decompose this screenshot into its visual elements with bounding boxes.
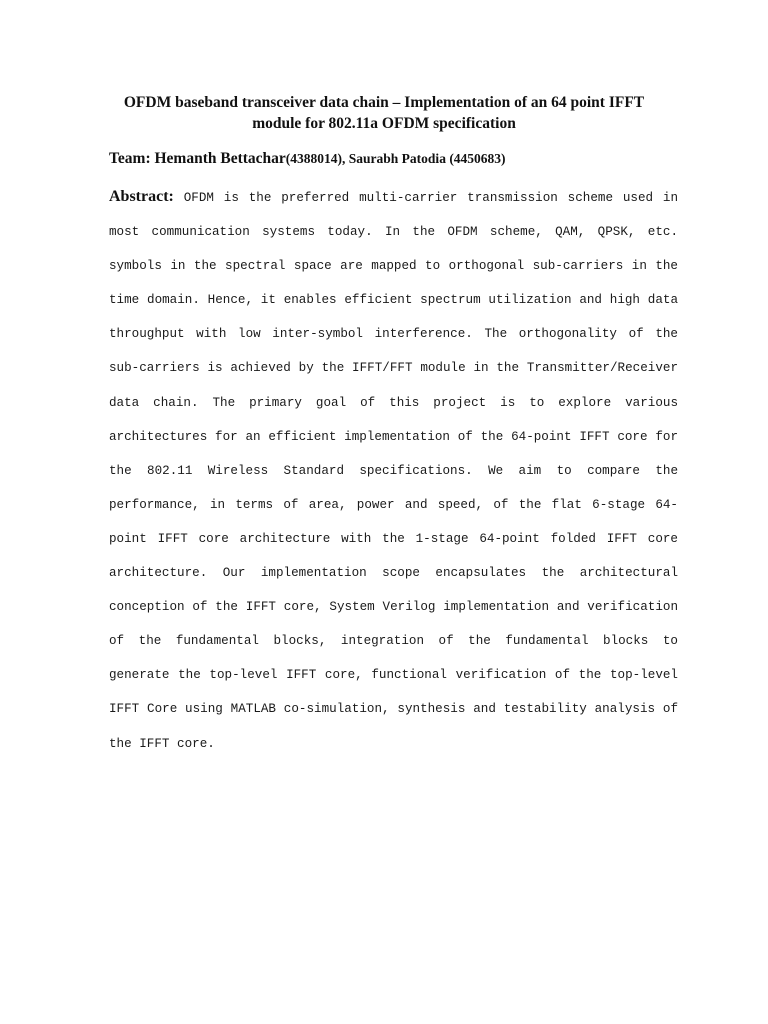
abstract-text: OFDM is the preferred multi-carrier transmission scheme used in most communication systems today. In the OFDM scheme, QAM, QPSK, etc. symbols in the spectral space are mapped to orthogonal sub-carriers in the time domain. Hence, it enables efficient spectrum utilization and high data throughput with low inter-symbol interference. The orthogonality of the sub-carriers is achieved by the IFFT/FFT module in the Transmitter/Receiver data chain. The primary goal of this project is to explore various architectures for an efficient implementation of the 64-point IFFT core for the 802.11 Wireless Standard specifications. We aim to compare the performance, in terms of area, power and speed, of the flat 6-stage 64-point IFFT core architecture with the 1-stage 64-point folded IFFT core architecture. Our implementation scope encapsulates the architectural conception of the IFFT core, System Verilog implementation and verification of the fundamental blocks, integration of the fundamental blocks to generate the top-level IFFT core, functional verification of the top-level IFFT Core using MATLAB co-simulation, synthesis and testability analysis of the IFFT core. bbox=[109, 191, 679, 751]
team-line bbox=[109, 149, 506, 169]
abstract-label: Abstract: bbox=[109, 188, 174, 205]
document-title bbox=[100, 92, 668, 134]
title-line-2: module for 802.11a OFDM specification bbox=[252, 115, 516, 132]
team-label: Team: Hemanth Bettachar bbox=[109, 150, 286, 167]
abstract-paragraph bbox=[109, 180, 678, 761]
title-line-1: OFDM baseband transceiver data chain – Implementation of an 64 point IFFT bbox=[123, 94, 645, 111]
team-members: (4388014), Saurabh Patodia (4450683) bbox=[285, 151, 506, 166]
